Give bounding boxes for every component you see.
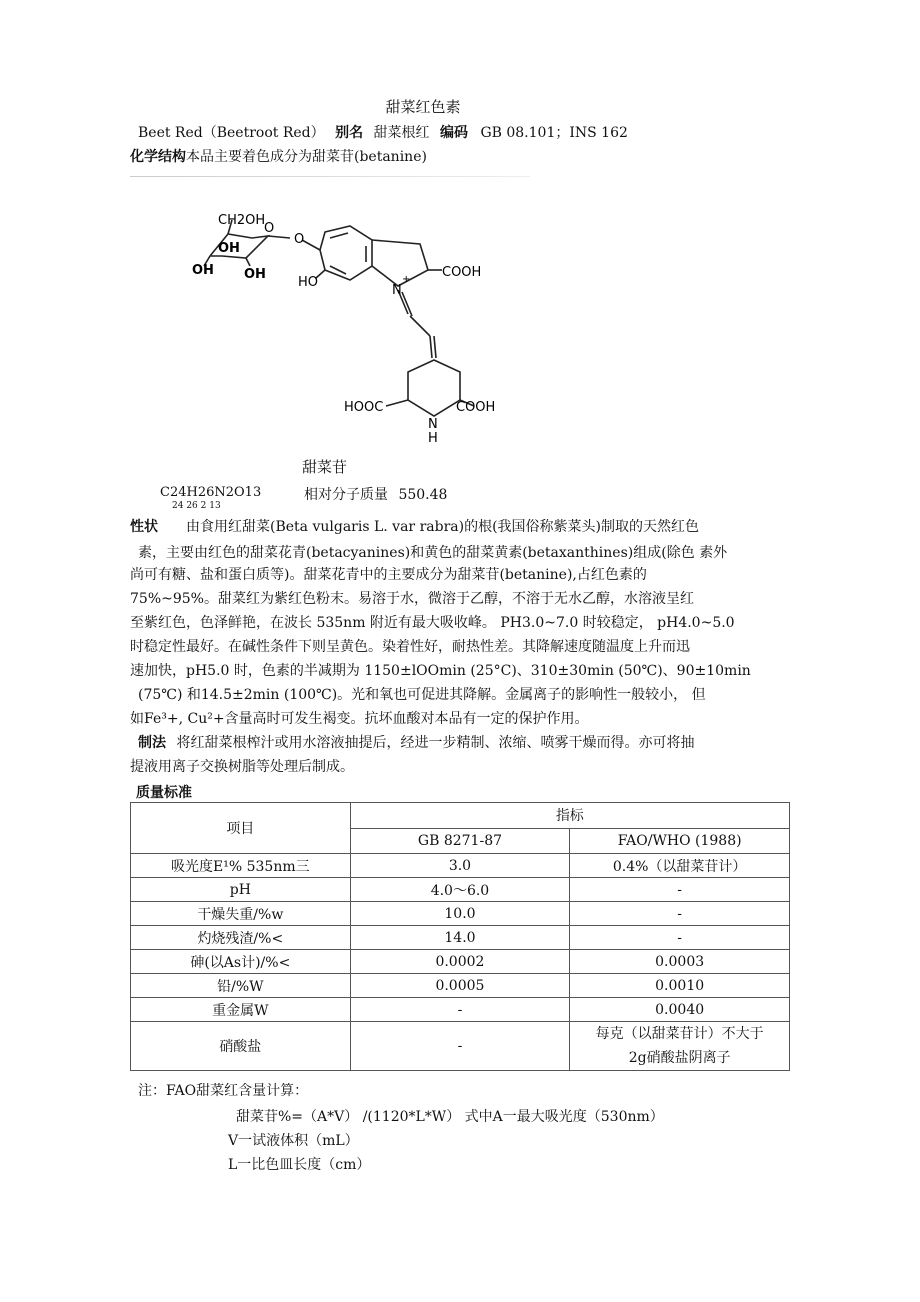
label-cooh-top: COOH	[442, 265, 482, 280]
table-row-nitrate	[131, 1022, 790, 1071]
quality-standard-table	[130, 802, 790, 1071]
quality-standard-label: 质量标准	[136, 785, 192, 801]
row-fao-value: -	[570, 926, 790, 950]
label-oh-2: OH	[192, 263, 214, 278]
mw-value: 550.48	[398, 487, 448, 503]
row-item: 砷(以As计)/%<	[131, 950, 351, 974]
label-ho: HO	[298, 275, 319, 290]
formula-subscripts: 24 26 2 13	[172, 501, 221, 511]
table-row	[131, 974, 790, 998]
note-v-definition: V一试液体积（mL）	[228, 1133, 359, 1149]
properties-line-8: (75℃) 和14.5±2min (100℃)。光和氧也可促进其降解。金属离子的影响性一般较小， 但	[138, 687, 706, 703]
row-gb-value: -	[350, 998, 570, 1022]
properties-line-7: 速加快，pH5.0 时，色素的半减期为 1150±lOOmin (25°C)、310±30min (50℃)、90±10min	[130, 663, 751, 679]
header-item: 项目	[131, 803, 351, 854]
header-index: 指标	[350, 803, 789, 829]
alias-value: 甜菜根红	[373, 125, 430, 141]
note-heading: 注：FAO甜菜红含量计算：	[138, 1083, 309, 1099]
header-gb: GB 8271-87	[350, 828, 570, 854]
table-row	[131, 926, 790, 950]
label-oh-1: OH	[218, 241, 240, 256]
row-fao-value	[570, 1022, 790, 1071]
row-fao-value: -	[570, 878, 790, 902]
chem-structure-text: 本品主要着色成分为甜菜苷(betanine)	[186, 149, 427, 165]
separator-line	[130, 176, 530, 177]
table-row	[131, 998, 790, 1022]
properties-label-text: 性状	[130, 519, 158, 535]
properties-line-3: 尚可有糖、盐和蛋白质等)。甜菜花青中的主要成分为甜菜苷(betanine),占红色素的	[130, 567, 647, 583]
code-value: GB 08.101；INS 162	[480, 125, 628, 141]
row-item: 灼烧残渣/%<	[131, 926, 351, 950]
row-item: 硝酸盐	[131, 1022, 351, 1071]
row-item: pH	[131, 878, 351, 902]
alias-label: 别名	[335, 125, 364, 141]
chem-structure-line	[130, 146, 427, 166]
row-gb-value: 3.0	[350, 854, 570, 878]
label-o-ring: O	[264, 221, 275, 236]
label-charge: +	[402, 274, 411, 285]
properties-line-4: 75%~95%。甜菜红为紫红色粉末。易溶于水，微溶于乙醇，不溶于无水乙醇，水溶液呈红	[130, 591, 694, 607]
row-fao-value: 0.0010	[570, 974, 790, 998]
properties-line-2: 素，主要由红色的甜菜花青(betacyanines)和黄色的甜菜黄素(betaxanthines)组成(除色 素外	[138, 545, 728, 561]
row-item: 干燥失重/%w	[131, 902, 351, 926]
row-fao-value: 0.4%（以甜菜苷计）	[570, 854, 790, 878]
label-h: H	[428, 431, 438, 446]
mw-label: 相对分子质量	[304, 487, 388, 503]
properties-line-5: 至紫红色，色泽鲜艳，在波长 535nm 附近有最大吸收峰。 PH3.0~7.0 时较稳定， pH4.0~5.0	[130, 615, 735, 631]
header-fao: FAO/WHO (1988)	[570, 828, 790, 854]
table-row	[131, 854, 790, 878]
row-gb-value: 0.0005	[350, 974, 570, 998]
structure-caption: 甜菜苷	[302, 458, 348, 476]
label-n: N	[428, 417, 438, 432]
chem-structure-label: 化学结构	[130, 149, 186, 165]
properties-line-6: 时稳定性最好。在碱性条件下则呈黄色。染着性好，耐热性差。其降解速度随温度上升而迅	[130, 639, 690, 655]
label-o-link: O	[294, 232, 305, 247]
row-gb-value: 4.0〜6.0	[350, 878, 570, 902]
table-row	[131, 902, 790, 926]
table-row	[131, 950, 790, 974]
properties-line-9: 如Fe³+, Cu²+含量高时可发生褐变。抗坏血酸对本品有一定的保护作用。	[130, 711, 589, 727]
label-hooc: HOOC	[344, 400, 384, 415]
properties-label	[130, 516, 158, 536]
row-fao-value: 0.0040	[570, 998, 790, 1022]
code-label: 编码	[439, 125, 468, 141]
label-ch2oh: CH2OH	[218, 213, 266, 228]
row-gb-value: -	[350, 1022, 570, 1071]
nitrate-fao-line-2: 2g硝酸盐阴离子	[628, 1050, 731, 1066]
method-label: 制法	[138, 735, 166, 751]
english-name: Beet Red（Beetroot Red）	[138, 125, 325, 141]
row-item: 重金属W	[131, 998, 351, 1022]
note-l-definition: L一比色皿长度（cm）	[228, 1157, 371, 1173]
row-item: 吸光度E¹% 535nm三	[131, 854, 351, 878]
method-line-1	[138, 732, 694, 752]
label-cooh-bottom: COOH	[456, 400, 496, 415]
row-item: 铅/%W	[131, 974, 351, 998]
label-oh-3: OH	[244, 267, 266, 282]
table-header-row	[131, 803, 790, 829]
properties-line-1: 由食用红甜菜(Beta vulgaris L. var rabra)的根(我国俗称紫菜头)制取的天然红色	[186, 519, 699, 535]
row-gb-value: 14.0	[350, 926, 570, 950]
method-text-1: 将红甜菜根榨汁或用水溶液抽提后，经进一步精制、浓缩、喷雾干燥而得。亦可将抽	[176, 735, 695, 751]
document-title: 甜菜红色素	[385, 98, 461, 116]
label-n-plus: N	[392, 283, 402, 298]
nitrate-fao-line-1: 每克（以甜菜苷计）不大于	[595, 1026, 764, 1042]
note-formula: 甜菜苷%=（A*V） /(1120*L*W） 式中A一最大吸光度（530nm）	[236, 1109, 664, 1125]
row-gb-value: 0.0002	[350, 950, 570, 974]
betanin-structure-diagram	[180, 196, 510, 446]
table-row	[131, 878, 790, 902]
row-gb-value: 10.0	[350, 902, 570, 926]
method-line-2: 提液用离子交换树脂等处理后制成。	[130, 759, 354, 775]
row-fao-value: -	[570, 902, 790, 926]
name-line	[138, 122, 628, 142]
molecular-formula: C24H26N2O13	[160, 485, 262, 500]
molecular-weight-line	[304, 484, 447, 504]
row-fao-value: 0.0003	[570, 950, 790, 974]
